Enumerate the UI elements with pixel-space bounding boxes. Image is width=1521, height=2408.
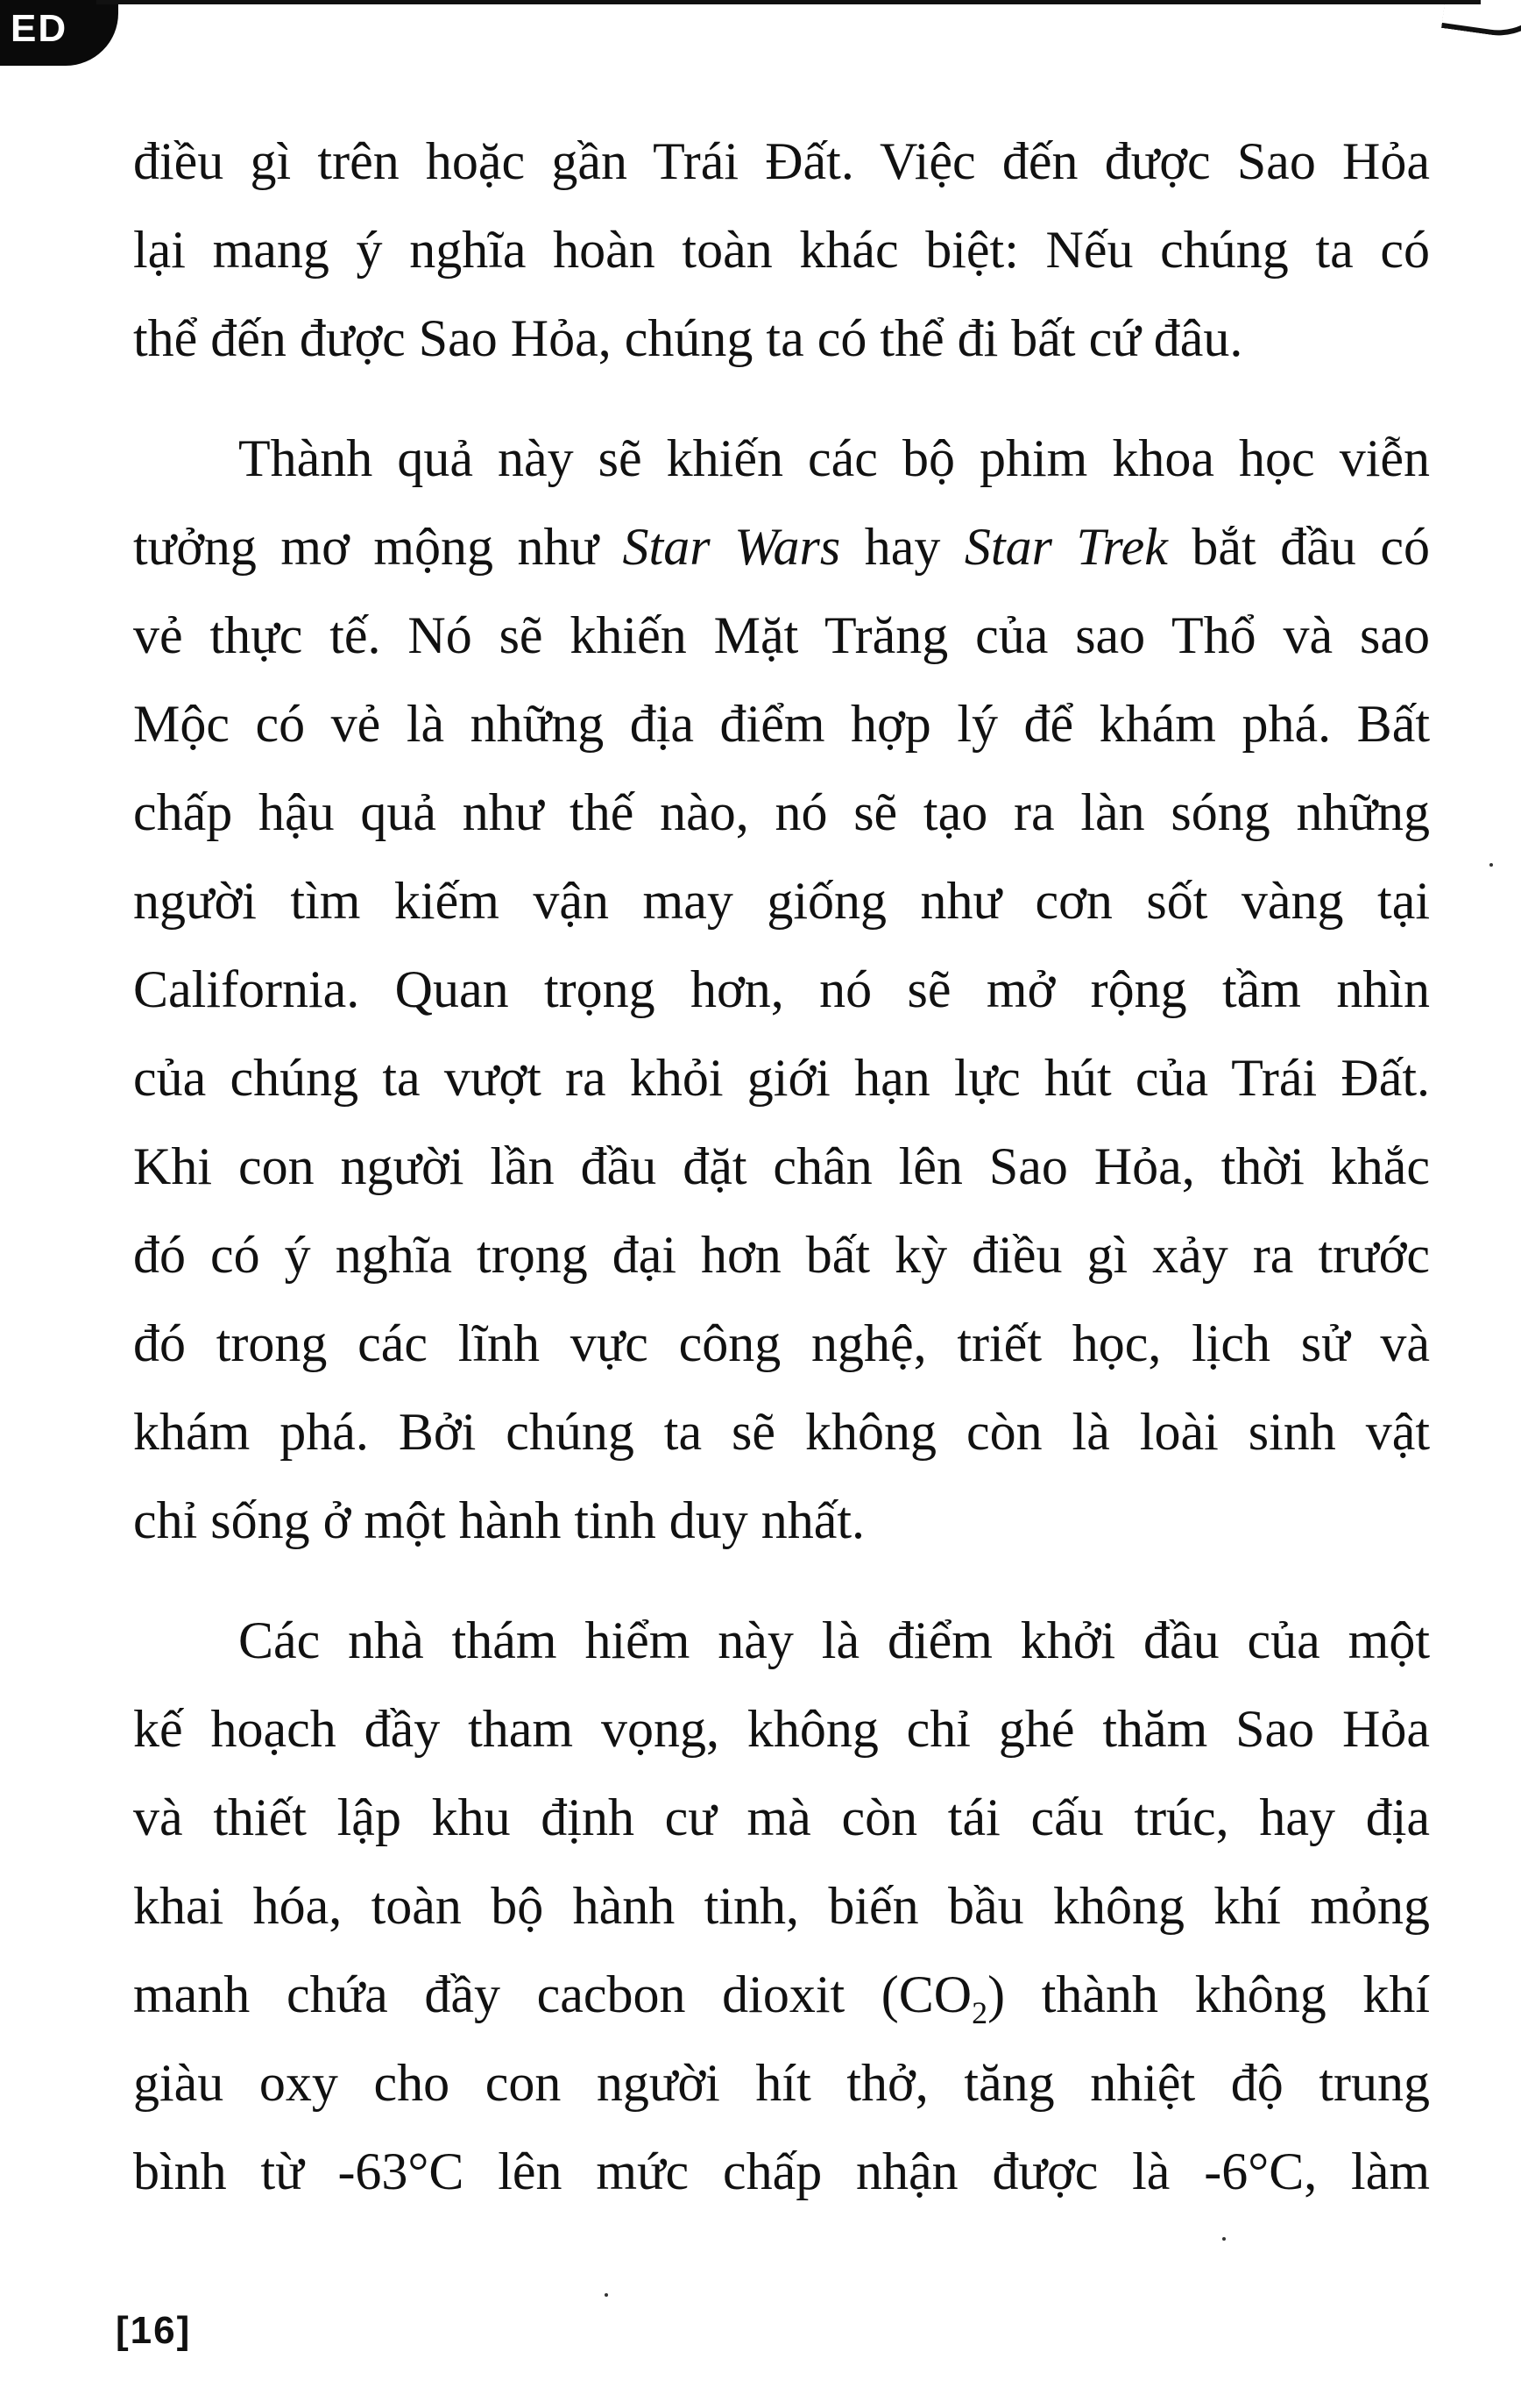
text-line-with-formula [133,1951,1430,2039]
paragraph-2 [133,414,1430,1565]
text-line: kế hoạch đầy tham vọng, không chỉ ghé thăm Sao Hỏa [133,1700,1430,1758]
text-fragment: hay [840,518,965,576]
chapter-corner-badge [0,0,118,66]
text-line: Các nhà thám hiểm này là điểm khởi đầu của một [238,1611,1430,1669]
top-rule-line [96,0,1481,4]
text-line: của chúng ta vượt ra khỏi giới hạn lực hút của Trái Đất. [133,1049,1430,1107]
body-text [133,117,1430,2216]
text-line: người tìm kiếm vận may giống như cơn sốt vàng tại [133,872,1430,930]
text-line: California. Quan trọng hơn, nó sẽ mở rộng tầm nhìn [133,960,1430,1018]
chapter-badge-text: ED [11,7,68,50]
film-title-star-trek: Star Trek [964,518,1168,576]
text-line: điều gì trên hoặc gần Trái Đất. Việc đến được Sao Hỏa [133,132,1430,190]
text-line: khai hóa, toàn bộ hành tinh, biến bầu không khí mỏng [133,1877,1430,1935]
film-title-star-wars: Star Wars [622,518,841,576]
text-line: Mộc có vẻ là những địa điểm hợp lý để khám phá. Bất [133,695,1430,753]
text-fragment: manh chứa đầy cacbon dioxit (CO [133,1965,973,2023]
text-line: giàu oxy cho con người hít thở, tăng nhiệt độ trung [133,2054,1430,2112]
text-line: khám phá. Bởi chúng ta sẽ không còn là loài sinh vật [133,1403,1430,1461]
paper-speck [1222,2237,1226,2241]
text-fragment: bắt đầu có [1167,518,1430,576]
text-line: lại mang ý nghĩa hoàn toàn khác biệt: Nếu chúng ta có [133,221,1430,279]
text-line: đó có ý nghĩa trọng đại hơn bất kỳ điều gì xảy ra trước [133,1226,1430,1284]
text-line: Thành quả này sẽ khiến các bộ phim khoa học viễn [238,429,1430,487]
paragraph-3 [133,1597,1430,2216]
text-line: đó trong các lĩnh vực công nghệ, triết học, lịch sử và [133,1314,1430,1372]
subscript-2: 2 [972,1995,988,2030]
page-number: [16] [116,2309,192,2352]
text-line: vẻ thực tế. Nó sẽ khiến Mặt Trăng của sao Thổ và sao [133,606,1430,664]
text-line: chấp hậu quả như thế nào, nó sẽ tạo ra làn sóng những [133,783,1430,841]
text-line-with-titles [133,503,1430,591]
paragraph-1 [133,117,1430,383]
top-corner-curl [1441,0,1521,43]
text-line: thể đến được Sao Hỏa, chúng ta có thể đi bất cứ đâu. [133,309,1243,367]
text-line: và thiết lập khu định cư mà còn tái cấu trúc, hay địa [133,1788,1430,1846]
text-fragment: tưởng mơ mộng như [133,518,623,576]
text-fragment: ) thành không khí [987,1965,1431,2023]
text-line: Khi con người lần đầu đặt chân lên Sao Hỏa, thời khắc [133,1137,1430,1195]
paper-speck [1489,863,1493,867]
text-line: chỉ sống ở một hành tinh duy nhất. [133,1491,865,1549]
text-line: bình từ -63°C lên mức chấp nhận được là -6°C, làm [133,2142,1430,2200]
paper-speck [605,2293,608,2297]
